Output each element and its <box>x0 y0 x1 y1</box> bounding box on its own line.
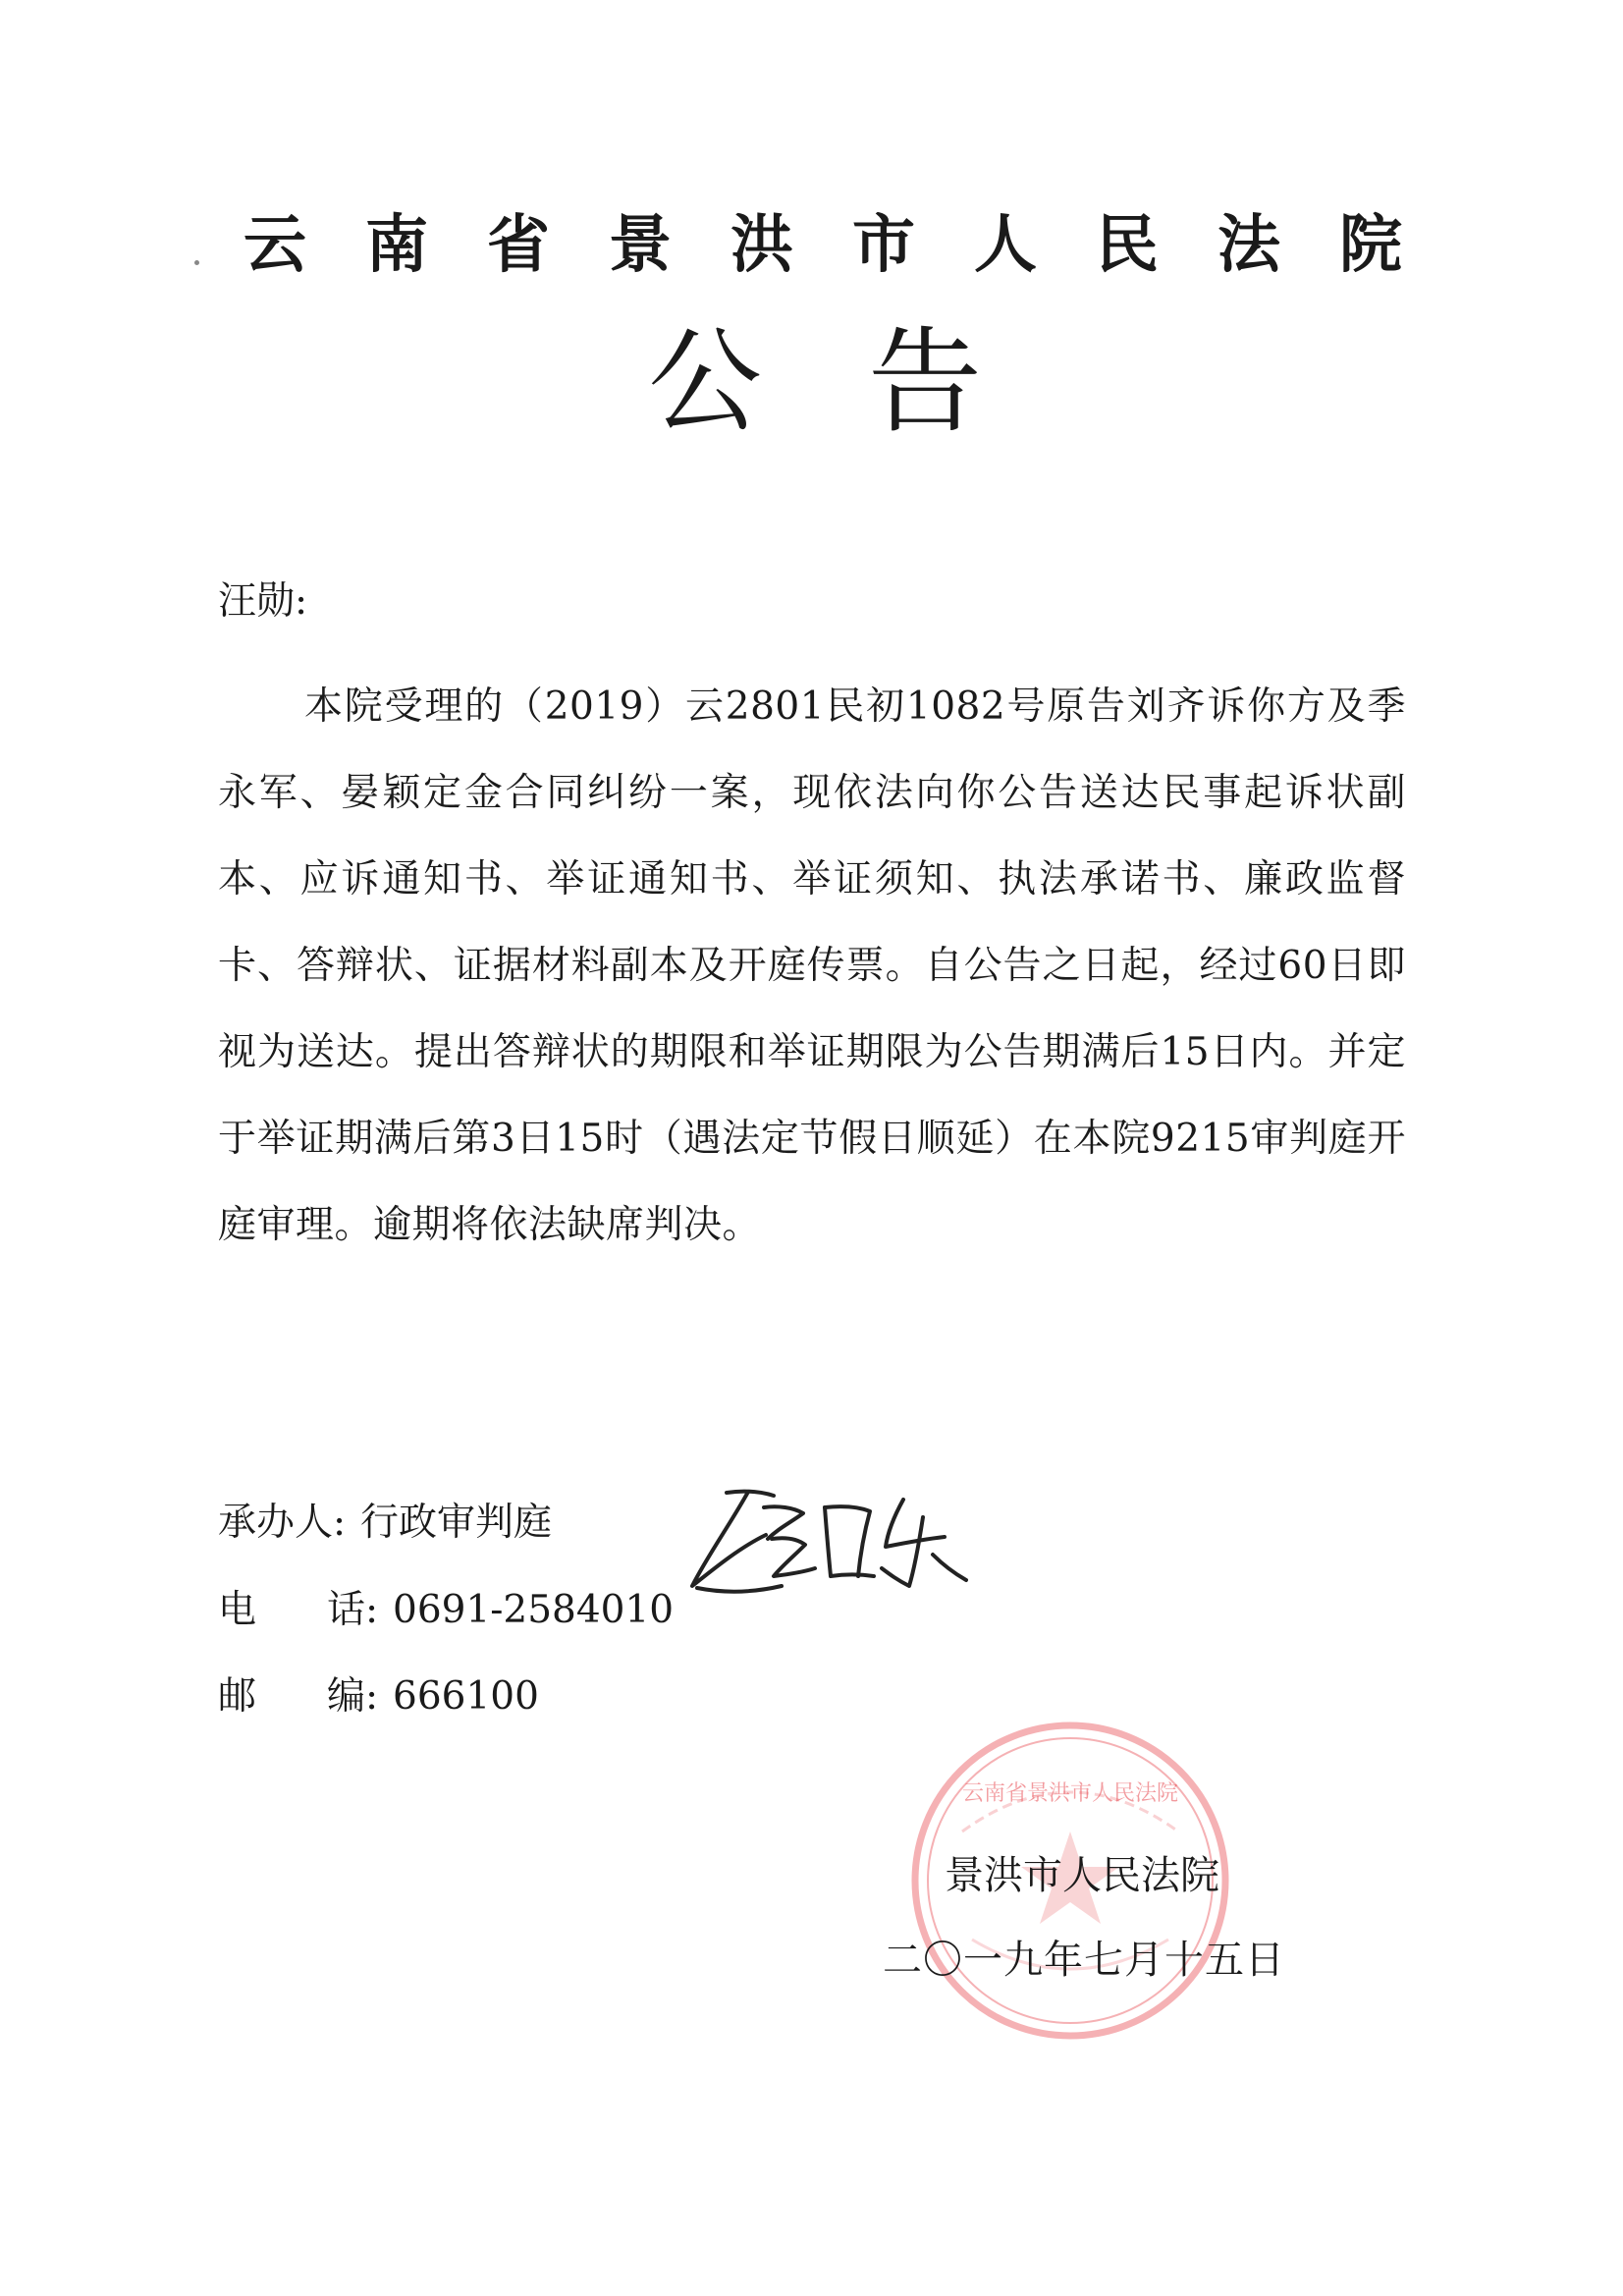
court-name-char: 人 <box>974 209 1037 282</box>
phone-colon: : <box>365 1588 379 1632</box>
phone-row <box>218 1583 674 1638</box>
handler-label: 承办人 <box>218 1501 334 1545</box>
notice-title-char: 公 <box>648 316 762 449</box>
notice-body: 本院受理的（2019）云2801民初1082号原告刘齐诉你方及季永军、晏颖定金合同纠纷一案，现依法向你公告送达民事起诉状副本、应诉通知书、举证通知书、举证须知、执法承诺书、廉政监督卡、答辩状、证据材料副本及开庭传票。自公告之日起，经过60日即视为送达。提出答辩状的期限和举证期限为公告期满后15日内。并定于举证期满后第3日15时（遇法定节假日顺延）在本院9215审判庭开庭审理。逾期将依法缺席判决。 <box>218 684 1406 1247</box>
scan-speck <box>194 260 199 265</box>
postcode-colon: : <box>365 1674 379 1719</box>
court-name-char: 院 <box>1339 209 1402 282</box>
handler-row <box>218 1496 552 1551</box>
notice-title-char: 告 <box>868 316 982 449</box>
court-name-char: 省 <box>487 209 550 282</box>
court-name-char: 景 <box>609 209 672 282</box>
issuing-court: 景洪市人民法院 <box>945 1853 1219 1898</box>
court-name-char: 云 <box>243 209 306 282</box>
court-name-char: 南 <box>365 209 428 282</box>
postcode-label <box>218 1669 365 1724</box>
court-name-char: 洪 <box>730 209 793 282</box>
phone-label-char: 电 <box>218 1588 257 1632</box>
phone-value: 0691-2584010 <box>393 1588 675 1632</box>
addressee: 汪勋: <box>218 579 308 624</box>
issue-date: 二〇一九年七月十五日 <box>883 1938 1285 1983</box>
handler-value: 行政审判庭 <box>360 1501 553 1545</box>
seal-ring-text: 云南省景洪市人民法院 <box>961 1781 1179 1806</box>
handwritten-signature <box>687 1478 982 1606</box>
notice-title <box>648 314 982 452</box>
postcode-value: 666100 <box>393 1674 539 1719</box>
court-name-char: 民 <box>1096 209 1159 282</box>
postcode-label-char: 邮 <box>218 1674 257 1719</box>
postcode-label-char: 编 <box>326 1674 365 1719</box>
phone-label-char: 话 <box>326 1588 365 1632</box>
handler-colon: : <box>333 1501 347 1545</box>
court-name-char: 法 <box>1217 209 1280 282</box>
phone-label <box>218 1583 365 1638</box>
court-name-heading <box>243 206 1402 285</box>
court-name-char: 市 <box>852 209 915 282</box>
postcode-row <box>218 1669 539 1724</box>
